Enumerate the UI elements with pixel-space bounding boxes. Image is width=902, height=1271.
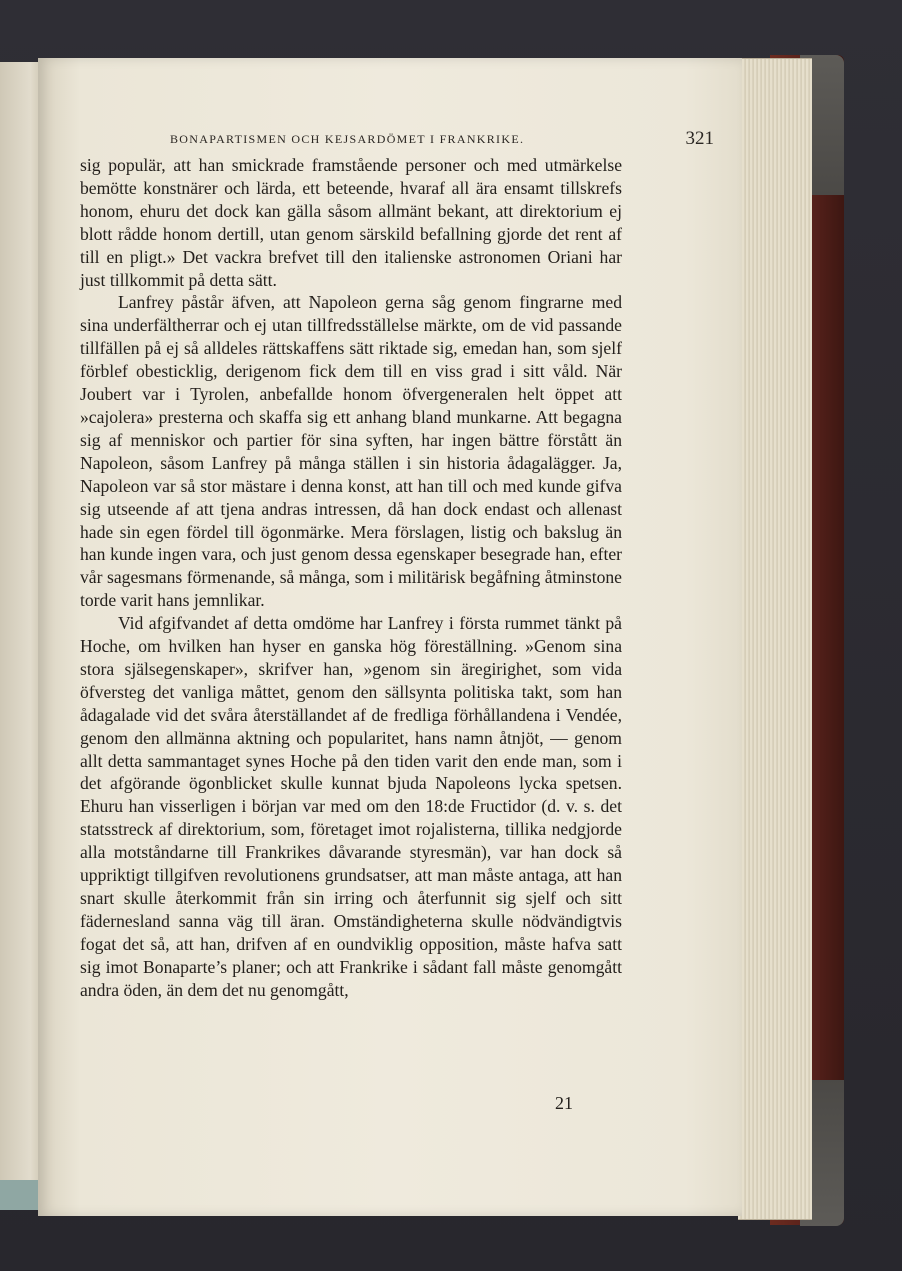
page-number: 321 <box>685 128 714 149</box>
body-text <box>80 154 622 1002</box>
paragraph: sig populär, att han smickrade framstående personer och med utmärkelse bemötte konstnärer och lärda, ett beteende, hvaraf all ära ensamt tillskrefs honom, ehuru det dock kan gälla såsom allmänt bekant, att direktorium ej blott rådde honom dertill, utan genom särskild befallning gjorde det rent af till en pligt.» Det vackra brefvet till den italienske astronomen Oriani har just tillkommit på detta sätt. <box>80 155 622 290</box>
page-header <box>136 128 714 154</box>
paragraph: Lanfrey påstår äfven, att Napoleon gerna såg genom fingrarne med sina underfältherrar och ej utan tillfredsställelse märkte, om de vid passande tillfällen på ej så alldeles rättskaffens sätt riktade sig, emedan han, som sjelf förblef obesticklig, derigenom fick dem till en viss grad i sitt våld. När Joubert var i Tyrolen, anbefallde honom öfvergeneralen helt öppet att »cajolera» presterna och skaffa sig ett anhang bland munkarne. Att begagna sig af menniskor och partier för sina syften, har ingen bättre förstått än Napoleon, såsom Lanfrey på många ställen i sin historia ådagalägger. Ja, Napoleon var så stor mästare i denna konst, att han till och med kunde gifva sig utseende af att tjena andras intressen, då han dock endast och allenast hade sin egen fördel till ögonmärke. Mera förslagen, listig och bakslug än han kunde ingen vara, och just genom dessa egenskaper besegrade han, efter vår sagesmans förmenande, så många, som i militärisk begåfning åtminstone torde varit hans jemnlikar. <box>80 292 622 611</box>
facing-page-stamp-strip <box>0 1180 40 1210</box>
running-head: BONAPARTISMEN OCH KEJSARDÖMET I FRANKRIKE. <box>170 132 525 146</box>
signature-mark: 21 <box>555 1093 573 1113</box>
facing-page-edge <box>0 62 39 1186</box>
page-stack-edges <box>738 58 812 1220</box>
paragraph: Vid afgifvandet af detta omdöme har Lanfrey i första rummet tänkt på Hoche, om hvilken han hyser en ganska hög föreställning. »Genom sina stora själsegenskaper», skrifver han, »genom sin äregirighet, som vida öfversteg det vanliga måttet, genom den sällsynta politiska takt, som han ådagalade vid det svåra återställandet af de fredliga förhållandena i Vendée, genom den allmänna aktning och popularitet, hans namn åtnjöt, — genom allt detta sammantaget synes Hoche på den tiden varit den ende man, som i det afgörande ögonblicket skulle kunnat bjuda Napoleons lycka spetsen. Ehuru han visserligen i början var med om den 18:de Fructidor (d. v. s. det statsstreck af direktorium, som, företaget imot rojalisterna, tillika nedgjorde alla motståndarne till Frankrikes dåvarande styresmän), var han dock så uppriktigt tillgifven revolutionens grundsatser, att man måste antaga, att han snart skulle återkommit från sin irring och återfunnit sig sjelf och sitt fädernesland sanna väg till äran. Omständigheterna skulle nödvändigtvis fogat det så, att han, drifven af en oundviklig opposition, måste hafva satt sig imot Bonaparte’s planer; och att Frankrike i sådant fall måste genomgått andra öden, än dem det nu genomgått, <box>80 613 622 1000</box>
